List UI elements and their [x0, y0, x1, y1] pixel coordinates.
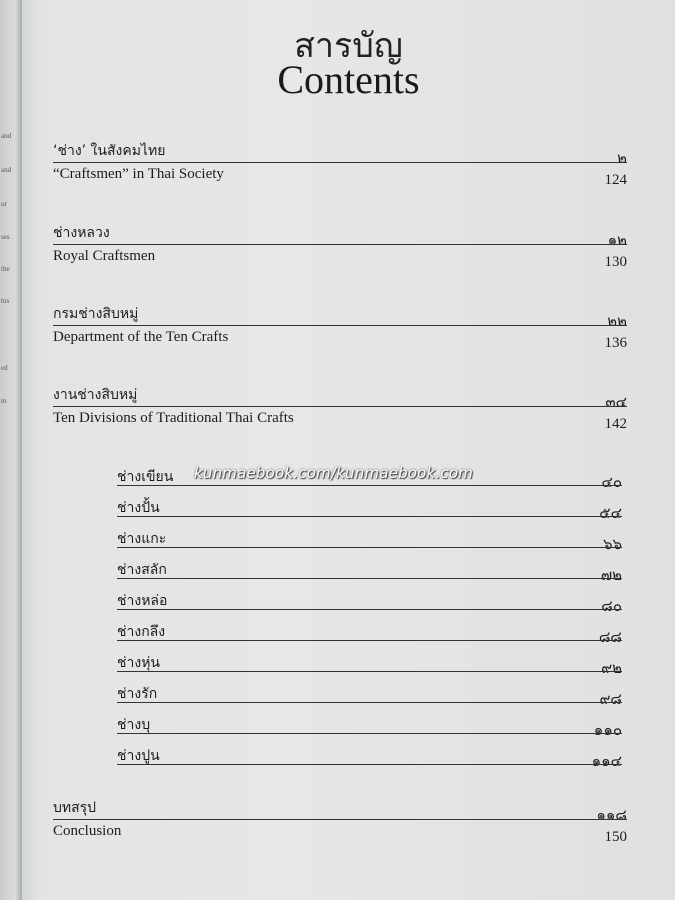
entry-title-english: Department of the Ten Crafts — [53, 329, 229, 345]
previous-page-edge — [0, 0, 22, 900]
entry-page-thai: ๓๔ — [605, 393, 627, 411]
subentry-rule — [117, 671, 622, 672]
subentry-title: ช่างบุ — [117, 717, 151, 733]
subentry-title: ช่างปั้น — [117, 500, 160, 516]
subentry-rule — [117, 640, 622, 641]
subentry-page: ๔๐ — [601, 473, 622, 491]
entry-page-english: 136 — [604, 335, 627, 351]
entry-rule — [53, 325, 627, 326]
subentry-page: ๑๑๐ — [593, 721, 622, 739]
entry-page-english: 142 — [604, 416, 627, 432]
prev-page-text: and — [1, 166, 12, 174]
subentry-title: ช่างกลึง — [117, 624, 166, 640]
toc-subentry — [117, 652, 622, 676]
subentry-title: ช่างปูน — [117, 748, 160, 764]
entry-title-english: Ten Divisions of Traditional Thai Crafts — [53, 410, 294, 426]
prev-page-text: his — [1, 297, 10, 305]
toc-entry — [53, 303, 627, 363]
toc-subentry — [117, 528, 622, 552]
subentry-rule — [117, 609, 622, 610]
subentry-page: ๙๒ — [601, 659, 622, 677]
toc-subentry — [117, 745, 622, 769]
entry-page-thai: ๑๑๘ — [596, 806, 627, 824]
entry-page-thai: ๒ — [617, 149, 627, 167]
contents-page — [22, 0, 675, 900]
subentry-rule — [117, 702, 622, 703]
entry-rule — [53, 244, 627, 245]
page-title-english: Contents — [277, 57, 420, 102]
toc-subentry — [117, 714, 622, 738]
entry-rule — [53, 162, 627, 163]
subentry-title: ช่างหุ่น — [117, 655, 160, 671]
toc-subentry — [117, 559, 622, 583]
entry-page-english: 124 — [604, 172, 627, 188]
entry-title-thai: กรมช่างสิบหมู่ — [53, 306, 139, 322]
prev-page-text: ed — [1, 364, 8, 372]
entry-title-thai: ‘ช่าง’ ในสังคมไทย — [53, 143, 166, 159]
entry-title-english: Royal Craftsmen — [53, 248, 156, 264]
toc-subentry — [117, 621, 622, 645]
prev-page-text: ses — [1, 233, 10, 241]
toc-entry — [53, 384, 627, 444]
subentry-rule — [117, 516, 622, 517]
entry-title-english: “Craftsmen” in Thai Society — [53, 166, 224, 182]
prev-page-text: and — [1, 132, 12, 140]
entry-page-thai: ๑๒ — [607, 231, 627, 249]
subentry-title: ช่างหล่อ — [117, 593, 168, 609]
entry-page-english: 130 — [604, 254, 627, 270]
subentry-rule — [117, 764, 622, 765]
subentry-rule — [117, 485, 622, 486]
subentry-page: ๘๘ — [598, 628, 622, 646]
subentry-rule — [117, 547, 622, 548]
subentry-title: ช่างรัก — [117, 686, 158, 702]
toc-entry — [53, 140, 627, 200]
subentry-rule — [117, 578, 622, 579]
toc-entry-conclusion — [53, 797, 627, 857]
entry-rule — [53, 406, 627, 407]
toc-subentry — [117, 683, 622, 707]
watermark-text: kunmaebook.com/kunmaebook.com — [194, 464, 474, 482]
subentry-page: ๑๑๔ — [591, 752, 622, 770]
subentry-page: ๗๒ — [600, 566, 622, 584]
prev-page-text: m — [1, 397, 7, 405]
prev-page-text: or — [1, 200, 7, 208]
subentry-page: ๘๐ — [601, 597, 622, 615]
prev-page-text: the — [1, 265, 10, 273]
subentry-page: ๖๖ — [602, 535, 622, 553]
entry-title-thai: บทสรุป — [53, 800, 97, 816]
page-title-thai: สารบัญ — [294, 26, 403, 66]
subentry-rule — [117, 733, 622, 734]
entry-rule — [53, 819, 627, 820]
toc-subentry — [117, 497, 622, 521]
entry-page-english: 150 — [604, 829, 627, 845]
entry-page-thai: ๒๒ — [607, 312, 627, 330]
toc-subentry — [117, 590, 622, 614]
subentry-page: ๕๔ — [599, 504, 622, 522]
entry-title-thai: ช่างหลวง — [53, 225, 110, 241]
entry-title-english: Conclusion — [53, 823, 122, 839]
subentry-title: ช่างเขียน — [117, 469, 174, 485]
subentry-page: ๙๘ — [599, 690, 622, 708]
subentry-title: ช่างสลัก — [117, 562, 167, 578]
entry-title-thai: งานช่างสิบหมู่ — [53, 387, 138, 403]
subentry-title: ช่างแกะ — [117, 531, 167, 547]
toc-entry — [53, 222, 627, 282]
